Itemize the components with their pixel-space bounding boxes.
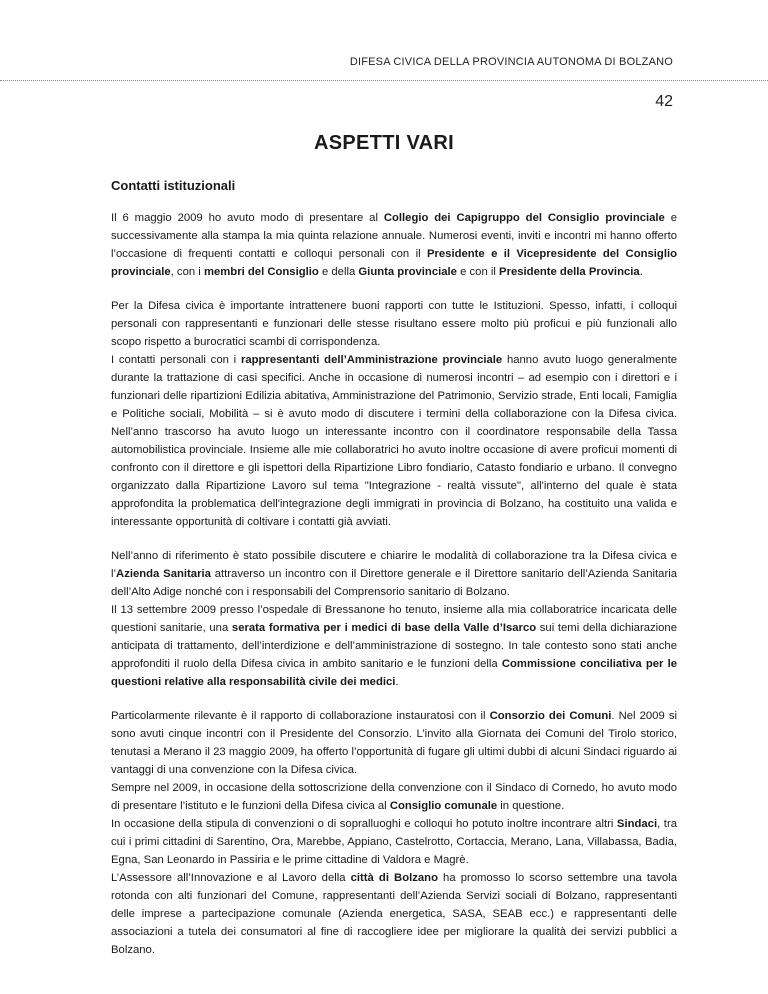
header-dotted-divider (0, 80, 768, 81)
text-run: . (639, 266, 643, 278)
text-run: Particolarmente rilevante è il rapporto di collaborazione instauratosi con il (111, 710, 490, 722)
bold-term: Giunta provinciale (358, 266, 457, 278)
text-run: e con il (456, 266, 500, 278)
text-run: Nell’anno di riferimento è stato possibile discutere e chiarire le modalità di collaborazione tra la Difesa civica e l’ (111, 550, 677, 580)
bold-term: serata formativa per i medici di base della Valle d’Isarco (231, 622, 537, 634)
text-run: . Nel 2009 si sono avuti cinque incontri con il Presidente del Consorzio. L’invito alla Giornata dei Comuni del Tirolo storico, tenutasi a Merano il 23 maggio 2009, ha offerto l’opportunità di fugare gli ultimi dubbi di alcuni Sindaci riguardo ai vantaggi di una convenzione con la Difesa civica. (111, 710, 677, 776)
page-title: ASPETTI VARI (314, 132, 454, 154)
bold-term: Commissione conciliativa per le questioni relative alla responsabilità civile dei medici (111, 658, 677, 688)
bold-term: Presidente e il Vicepresidente del Consiglio provinciale (111, 248, 678, 278)
text-run: attraverso un incontro con il Direttore generale e il Direttore sanitario dell’Azienda Sanitaria dell’Alto Adige nonché con i responsabili del Comprensorio sanitario di Bolzano. (111, 568, 678, 598)
bold-term: Sindaci (616, 818, 658, 830)
text-run: Il 6 maggio 2009 ho avuto modo di presentare al (111, 212, 384, 224)
paragraph (111, 547, 677, 691)
paragraph (111, 297, 677, 531)
running-title: DIFESA CIVICA DELLA PROVINCIA AUTONOMA DI BOLZANO (349, 56, 673, 68)
paragraph-line (111, 707, 677, 779)
paragraph-list (111, 209, 677, 959)
text-run: hanno avuto luogo generalmente durante la trattazione di casi specifici. Anche in occasione di numerosi incontri – ad esempio con i direttori e i funzionari delle ripartizioni Edilizia abitativa, Amministrazione del Patrimonio, Servizio strade, Enti locali, Famiglia e Politiche sociali, Mobilità – si è avuto modo di discutere i termini della collaborazione con la Difesa civica. Nell’anno trascorso ha avuto luogo un interessante incontro con il coordinatore responsabile della Tassa automobilistica provinciale. Insieme alle mie collaboratrici ho avuto inoltre occasione di avere proficui momenti di confronto con il direttore e gli ispettori della Ripartizione Libro fondiario, Catasto fondiario e urbano. Il convegno organizzato dalla Ripartizione Lavoro sul tema "Integrazione - realtà vissute", all'interno del quale è stata approfondita la problematica dell'integrazione degli immigrati in provincia di Bolzano, ha costituito una valida e interessante opportunità di coltivare i contatti già avviati. (111, 354, 678, 528)
paragraph-line (111, 815, 677, 869)
paragraph-line (111, 869, 677, 959)
paragraph-line (111, 297, 677, 351)
bold-term: membri del Consiglio (203, 266, 319, 278)
paragraph-line (111, 601, 677, 691)
text-run: . (395, 676, 399, 688)
text-run: sui temi della dichiarazione anticipata di trattamento, dell’interdizione e dell’amministrazione di sostegno. In tale contesto sono stati anche approfonditi il ruolo della Difesa civica in ambito sanitario e le funzioni della (111, 622, 677, 670)
text-run: L’Assessore all’Innovazione e al Lavoro della (111, 872, 351, 884)
paragraph (111, 707, 677, 959)
bold-term: Collegio dei Capigruppo del Consiglio provinciale (383, 212, 665, 224)
section-heading: Contatti istituzionali (111, 178, 236, 193)
text-run: Per la Difesa civica è importante intrattenere buoni rapporti con tutte le Istituzioni. Spesso, infatti, i colloqui personali con rappresentanti e funzionari delle stesse risultano essere molto più proficui e più funzionali allo scopo rispetto a burocratici scambi di corrispondenza. (111, 300, 677, 348)
paragraph-line (111, 547, 677, 601)
page-number: 42 (655, 93, 673, 110)
bold-term: rappresentanti dell’Amministrazione provinciale (240, 354, 503, 366)
paragraph-line (111, 209, 677, 281)
bold-term: Consiglio comunale (389, 800, 498, 812)
bold-term: Presidente della Provincia (499, 266, 640, 278)
text-run: In occasione della stipula di convenzioni o di sopralluoghi e colloqui ho potuto inoltre incontrare altri (111, 818, 617, 830)
text-run: e della (318, 266, 359, 278)
text-run: ha promosso lo scorso settembre una tavola rotonda con alti funzionari del Comune, rappresentanti dell’Azienda Servizi sociali di Bolzano, rappresentanti delle imprese a partecipazione comunale (Azienda energetica, SASA, SEAB ecc.) e rappresentanti delle associazioni a tutela dei consumatori al fine di raccogliere idee per migliorare la qualità dei servizi pubblici a Bolzano. (111, 872, 677, 956)
paragraph-line (111, 779, 677, 815)
text-run: I contatti personali con i (111, 354, 241, 366)
text-run: , con i (170, 266, 204, 278)
page-body (111, 178, 677, 975)
bold-term: Azienda Sanitaria (116, 568, 211, 580)
text-run: in questione. (497, 800, 565, 812)
text-run: Sempre nel 2009, in occasione della sottoscrizione della convenzione con il Sindaco di Cornedo, ho avuto modo di presentare l’istituto e le funzioni della Difesa civica al (111, 782, 677, 812)
text-run: e successivamente alla stampa la mia quinta relazione annuale. Numerosi eventi, inviti e incontri mi hanno offerto l’occasione di frequenti contatti e colloqui personali con il (111, 212, 677, 260)
bold-term: città di Bolzano (350, 872, 438, 884)
text-run: , tra cui i primi cittadini di Sarentino, Ora, Marebbe, Appiano, Castelrotto, Cortaccia, Merano, Lana, Villabassa, Badia, Egna, San Leonardo in Passiria e le prime cittadine di Valdora e Magrè. (111, 818, 677, 866)
bold-term: Consorzio dei Comuni (489, 710, 612, 722)
paragraph-line (111, 351, 677, 531)
text-run: Il 13 settembre 2009 presso l’ospedale di Bressanone ho tenuto, insieme alla mia collaboratrice incaricata delle questioni sanitarie, una (111, 604, 677, 634)
paragraph (111, 209, 677, 281)
